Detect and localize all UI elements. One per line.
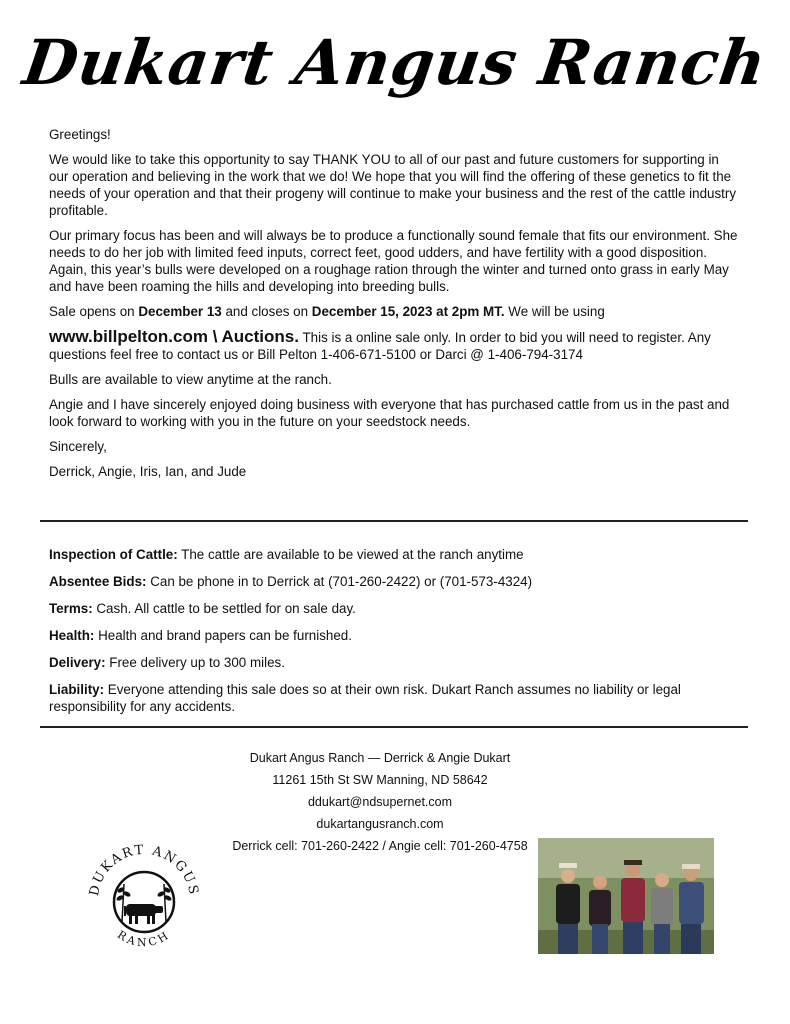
term-inspection bbox=[49, 546, 739, 563]
term-label: Liability: bbox=[49, 682, 105, 697]
term-text: Free delivery up to 300 miles. bbox=[105, 655, 285, 670]
sale-text: We will be using bbox=[504, 304, 605, 319]
term-label: Terms: bbox=[49, 601, 93, 616]
contact-email[interactable]: ddukart@ndsupernet.com bbox=[307, 795, 453, 809]
sale-text: Sale opens on bbox=[49, 304, 139, 319]
letter-body bbox=[49, 126, 739, 488]
term-label: Inspection of Cattle: bbox=[49, 547, 178, 562]
sale-open-date: December 13 bbox=[138, 304, 222, 319]
cow-icon bbox=[124, 904, 163, 924]
auction-paragraph bbox=[49, 328, 739, 363]
ranch-logo bbox=[84, 838, 204, 956]
divider-bottom bbox=[40, 726, 748, 728]
contact-website[interactable]: dukartangusranch.com bbox=[316, 817, 444, 831]
logo-bottom-text: RANCH bbox=[115, 928, 173, 950]
logo-top-text: DUKART ANGUS bbox=[86, 842, 201, 898]
ranch-title: Dukart Angus Ranch bbox=[18, 26, 772, 99]
sale-close-date: December 15, 2023 at 2pm MT. bbox=[311, 304, 505, 319]
auction-url[interactable]: www.billpelton.com \ Auctions. bbox=[49, 327, 299, 346]
contact-names: Dukart Angus Ranch — Derrick & Angie Dukart bbox=[249, 751, 511, 765]
contact-address: 11261 15th St SW Manning, ND 58642 bbox=[272, 773, 488, 787]
sale-dates-paragraph bbox=[49, 303, 739, 320]
term-health bbox=[49, 627, 739, 644]
term-label: Delivery: bbox=[49, 655, 106, 670]
term-label: Absentee Bids: bbox=[49, 574, 147, 589]
contact-phones: Derrick cell: 701-260-2422 / Angie cell: 701-260-4758 bbox=[232, 839, 528, 853]
term-text: Can be phone in to Derrick at (701-260-2422) or (701-573-4324) bbox=[146, 574, 533, 589]
contact-block bbox=[190, 747, 570, 857]
greeting: Greetings! bbox=[49, 127, 111, 142]
term-delivery bbox=[49, 654, 739, 671]
online-sale-text: This is a online sale only. In order to bid you will need to register. Any questions feel free to contact us or Bill Pelton 1-406-671-5100 or Darci @ 1-406-794-3174 bbox=[49, 330, 711, 362]
term-text: Cash. All cattle to be settled for on sale day. bbox=[92, 601, 356, 616]
focus-paragraph: Our primary focus has been and will always be to produce a functionally sound female that fits our environment. She needs to do her job with limited feed inputs, correct feet, good udders, and have fertility with a good disposition. Again, this year’s bulls were developed on a roughage ration through the winter and turned onto grass in early May and have been roaming the hills and developing into breeding bulls. bbox=[49, 228, 738, 294]
closing: Sincerely, bbox=[49, 439, 107, 454]
term-absentee-bids bbox=[49, 573, 739, 590]
term-text: Everyone attending this sale does so at their own risk. Dukart Ranch assumes no liability or legal responsibility for any accidents. bbox=[49, 682, 681, 714]
divider-top bbox=[40, 520, 748, 522]
sale-terms bbox=[49, 546, 739, 725]
family-photo bbox=[538, 838, 714, 954]
sale-text: and closes on bbox=[221, 304, 312, 319]
term-payment bbox=[49, 600, 739, 617]
term-text: The cattle are available to be viewed at the ranch anytime bbox=[177, 547, 524, 562]
term-liability bbox=[49, 681, 739, 715]
angie-paragraph: Angie and I have sincerely enjoyed doing business with everyone that has purchased cattle from us in the past and look forward to working with you in the future on your seedstock needs. bbox=[49, 397, 730, 429]
term-label: Health: bbox=[49, 628, 95, 643]
bulls-paragraph: Bulls are available to view anytime at the ranch. bbox=[49, 372, 332, 387]
signature: Derrick, Angie, Iris, Ian, and Jude bbox=[49, 464, 247, 479]
term-text: Health and brand papers can be furnished. bbox=[94, 628, 352, 643]
thank-you-paragraph: We would like to take this opportunity to say THANK YOU to all of our past and future customers for supporting in our operation and believing in the work that we do! We hope that you will find the offering of these genetics to fit the needs of your operation and that their progeny will continue to make your business and the rest of the cattle industry profitable. bbox=[49, 152, 737, 218]
wheat-icon bbox=[117, 884, 172, 922]
